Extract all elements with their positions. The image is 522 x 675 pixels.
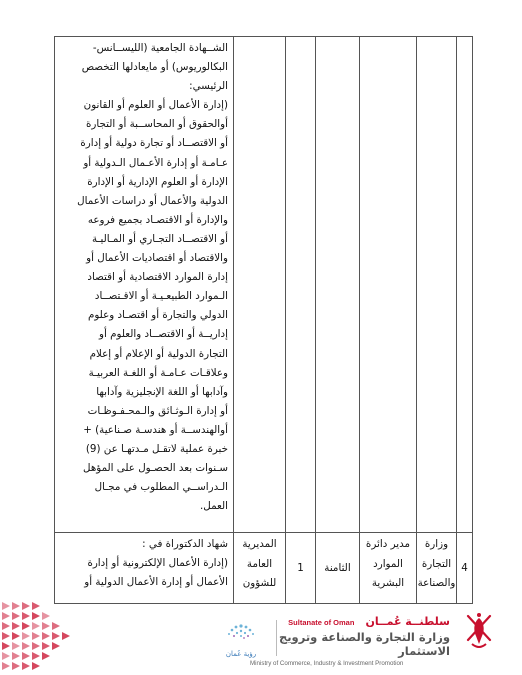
ministry-name-en: Ministry of Commerce, Industry & Investment Promotion bbox=[250, 660, 404, 667]
qualifications-text bbox=[55, 37, 233, 516]
cell-count bbox=[286, 37, 316, 533]
oman-emblem-icon bbox=[462, 610, 496, 654]
qualification-line: الرئيسي: bbox=[189, 80, 228, 93]
qualification-line: وعلاقـات عـامـة أو اللغـة العربيـة bbox=[88, 366, 228, 379]
qualification-line: خبرة عملية لاتقـل مـدتهـا عن (9) bbox=[85, 442, 228, 455]
qualification-line: والاقتصاد أو اقتصاديات الأعمال أو bbox=[86, 252, 228, 265]
cell-department bbox=[234, 37, 286, 533]
qualification-line: أوالهندســة أو هندسـة صـناعية) + bbox=[83, 423, 228, 436]
ministry-name-block bbox=[250, 610, 450, 667]
qualifications-text bbox=[55, 533, 233, 592]
department-text: المديرية العامة للشؤون bbox=[242, 538, 277, 589]
qualification-line: الأعمال أو إدارة الأعمال الدولية أو bbox=[84, 576, 228, 589]
qualification-line: أو الاقتصــاد أو تجارة دولية أو إدارة bbox=[80, 137, 228, 150]
qualification-line: (إدارة الأعمال الإلكترونية أو إدارة bbox=[87, 557, 228, 570]
oman-name-en: Sultanate of Oman bbox=[288, 618, 355, 627]
vision-label: رؤية عُمان bbox=[225, 650, 257, 658]
qualification-line: الـموارد الطبيعـيـة أو الاقـتصــاد bbox=[94, 290, 228, 303]
qualification-line: الإدارة أو العلوم الإدارية أو الإدارة bbox=[87, 175, 228, 188]
qualification-line: الدولية والأعمال أو دراسات الأعمال bbox=[77, 194, 228, 207]
qualification-line: إداريــة أو الاقتصــاد والعلوم أو bbox=[99, 328, 228, 341]
qualification-line: أوالحقوق أو المحاســبة أو التجارة bbox=[85, 118, 228, 131]
cell-ministry bbox=[417, 37, 457, 533]
jobs-table bbox=[54, 36, 473, 604]
qualification-line: والإدارة أو الاقتصـاد بجميع فروعه bbox=[87, 213, 228, 226]
cell-qualifications bbox=[55, 37, 234, 533]
qualification-line: العمل. bbox=[200, 500, 228, 513]
cell-count: 1 bbox=[286, 533, 316, 604]
qualification-line: الدولي والتجارة أو اقتصـاد وعلوم bbox=[87, 309, 228, 322]
qualification-line: سـنوات بعد الحصـول على المؤهل bbox=[83, 462, 228, 475]
qualification-line: أو إدارة الـوثـائق والـمحـفـوظـات bbox=[87, 404, 228, 417]
cell-ministry bbox=[417, 533, 457, 604]
cell-job-title bbox=[360, 533, 417, 604]
qualification-line: البكالوريوس) أو مايعادلها التخصص bbox=[81, 61, 228, 74]
cell-grade bbox=[316, 37, 360, 533]
qualification-line: وآدابها أو اللغة الإنجليزية وآدابها bbox=[96, 385, 228, 398]
cell-grade: الثامنة bbox=[316, 533, 360, 604]
job-title-text: مدير دائرة الموارد البشرية bbox=[365, 538, 411, 589]
qualification-line: إدارة الموارد الاقتصادية أو اقتصاد bbox=[87, 271, 228, 284]
table-row bbox=[55, 37, 473, 533]
qualification-line: شهاد الدكتوراة في : bbox=[142, 538, 228, 550]
qualification-line: عـامـة أو إدارة الأعـمال الـدولية أو bbox=[83, 156, 228, 169]
cell-job-title bbox=[360, 37, 417, 533]
qualification-line: أو الاقتصــاد التجـاري أو المـاليـة bbox=[91, 232, 228, 245]
ministry-name-ar: وزارة التجارة والصناعة وترويج الاستثمار bbox=[278, 630, 450, 658]
qualification-line: الشــهادة الجامعية (الليســانس- bbox=[92, 42, 228, 54]
table-row bbox=[55, 533, 473, 604]
qualification-line: التجارة الدولية أو الإعلام أو إعلام bbox=[89, 347, 228, 360]
cell-number: 4 bbox=[457, 533, 473, 604]
cell-department bbox=[234, 533, 286, 604]
triangle-pattern-icon bbox=[0, 598, 80, 675]
cell-number bbox=[457, 37, 473, 533]
qualification-line: (إدارة الأعمال أو العلوم أو القانون bbox=[83, 99, 228, 112]
oman-name-ar: سلطنــة عُمــان bbox=[365, 615, 450, 628]
page-footer bbox=[0, 598, 522, 675]
qualification-line: الـدراســي المطلوب في مجـال bbox=[94, 481, 228, 494]
ministry-text: وزارة التجارة والصناعة bbox=[417, 538, 456, 589]
cell-qualifications bbox=[55, 533, 234, 604]
